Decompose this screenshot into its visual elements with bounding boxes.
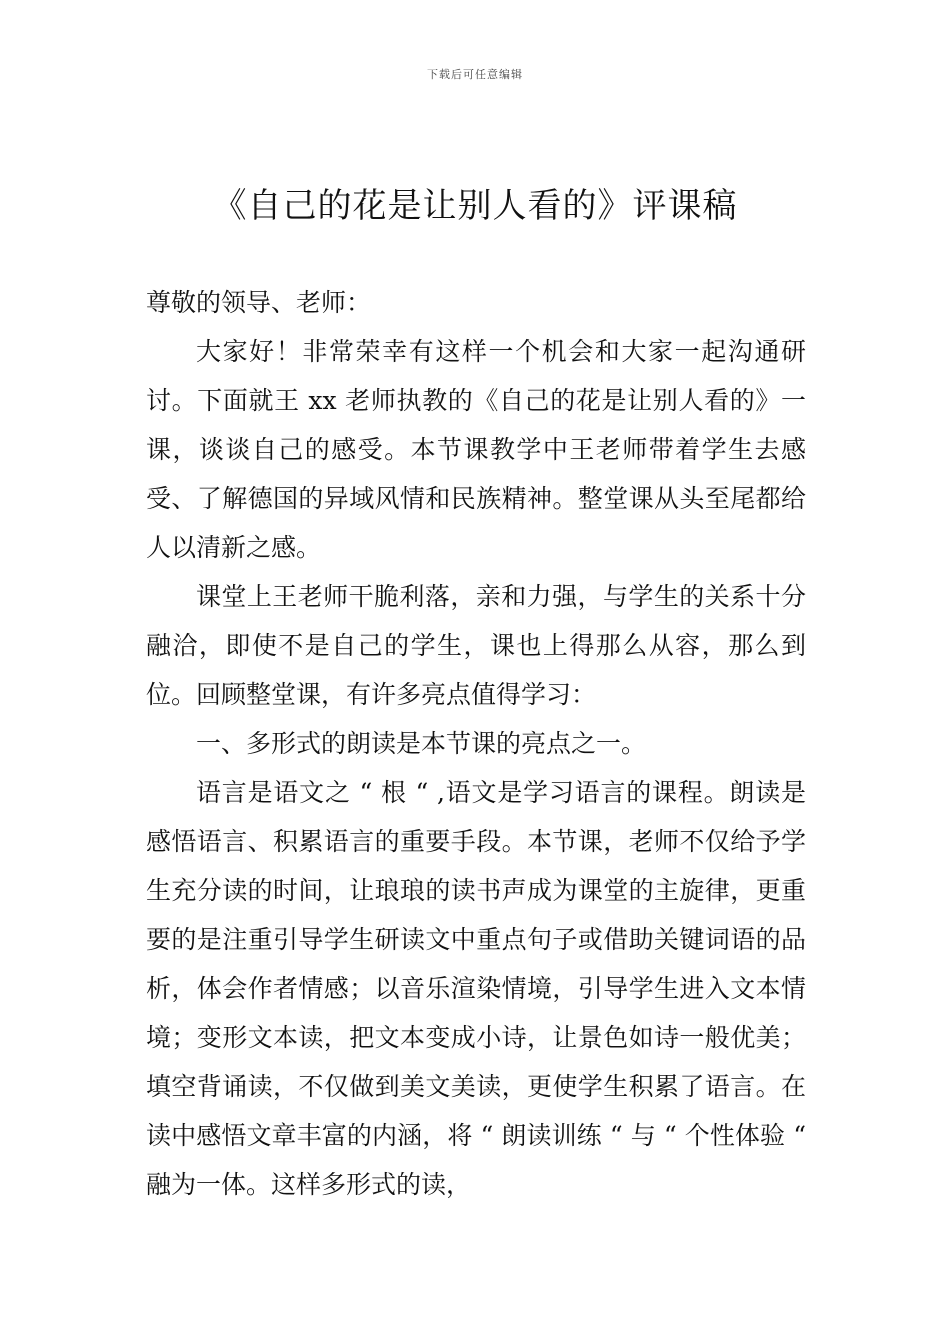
document-title: 《自己的花是让别人看的》评课稿 <box>212 186 738 226</box>
paragraph-reading-forms: 语言是语文之 “ 根 “ ,语文是学习语言的课程。朗读是感悟语言、积累语言的重要手段。本节课，老师不仅给予学生充分读的时间，让琅琅的读书声成为课堂的主旋律，更重要的是注重引导学生研读文中重点句子或借助关键词语的品析，体会作者情感；以音乐渲染情境，引导学生进入文本情境；变形文本读，把文本变成小诗，让景色如诗一般优美；填空背诵读，不仅做到美文美读，更使学生积累了语言。在读中感悟文章丰富的内涵，将 “ 朗读训练 “ 与 “ 个性体验 “ 融为一体。这样多形式的读， <box>146 778 806 1199</box>
paragraph-greeting: 大家好！非常荣幸有这样一个机会和大家一起沟通研讨。下面就王 xx 老师执教的《自己的花是让别人看的》一课，谈谈自己的感受。本节课教学中王老师带着学生去感受、了解德国的异域风情和民族精神。整堂课从头至尾都给人以清新之感。 <box>146 337 806 562</box>
paragraph-highlight-heading: 一、多形式的朗读是本节课的亮点之一。 <box>196 729 647 758</box>
header-note: 下载后可任意编辑 <box>427 68 523 81</box>
salutation: 尊敬的领导、老师： <box>146 288 372 317</box>
paragraph-teacher-style: 课堂上王老师干脆利落，亲和力强，与学生的关系十分融洽，即使不是自己的学生，课也上得那么从容，那么到位。回顾整堂课，有许多亮点值得学习： <box>146 582 806 709</box>
document-body <box>146 278 806 1209</box>
